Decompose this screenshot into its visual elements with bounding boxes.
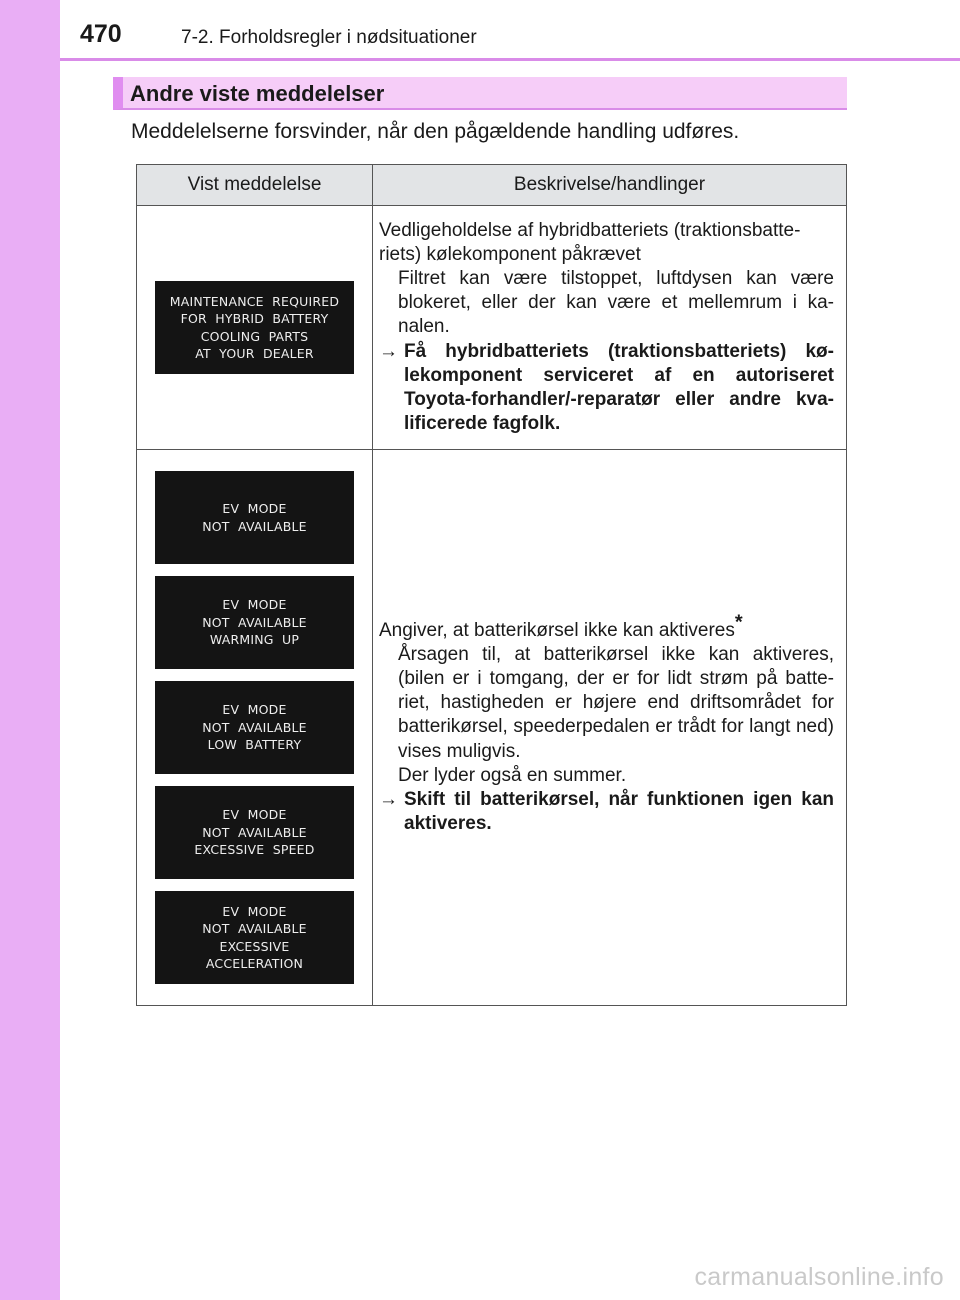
display-line: LOW BATTERY [207,737,302,753]
description-cell [373,206,847,450]
arrow-icon: → [379,340,398,362]
action-text: Få hybridbatteriets (traktionsbatteriets) kø-lekomponent serviceret af en autoriseret Toyota-forhandler/-reparatør eller andre kva-lificerede fagfolk. [404,340,834,435]
messages-table [136,164,847,1006]
chapter-title: 7-2. Forholdsregler i nødsituationer [181,27,477,48]
display-line: EXCESSIVE SPEED [194,842,315,858]
display-screen [155,281,354,374]
display-line: NOT AVAILABLE [202,518,307,534]
column-header-description: Beskrivelse/handlinger [373,165,847,206]
message-cell [137,206,373,450]
display-screen [155,891,354,984]
table-row [137,450,847,1006]
display-line: WARMING UP [209,632,300,648]
description-title: Vedligeholdelse af hybridbatteriets (traktionsbatte-riets) kølekomponent påkrævet [379,219,801,265]
intro-text: Meddelelserne forsvinder, når den pågældende handling udføres. [131,120,740,143]
display-screen [155,681,354,774]
page-number: 470 [80,20,122,48]
display-line: EV MODE [222,807,287,823]
display-line: EV MODE [222,597,287,613]
message-cell [137,450,373,1006]
table-row [137,206,847,450]
display-line: EV MODE [222,501,287,516]
section-heading: Andre viste meddelelser [113,77,847,110]
display-line: NOT AVAILABLE [202,824,307,840]
watermark: carmanualsonline.info [694,1263,944,1291]
description-body: Årsagen til, at batterikørsel ikke kan aktiveres, (bilen er i tomgang, der er for lidt strøm på batte-riet, hastigheden er højere end driftsområdet for batterikørsel, speederpedalen er trådt for langt ned) vises muligvis. [398,643,834,762]
description-body: Filtret kan være tilstoppet, luftdysen kan være blokeret, eller der kan være et mellemrum i ka-nalen. [398,267,834,338]
display-line: FOR HYBRID BATTERY [180,311,329,326]
header-divider [60,58,960,61]
display-screen [155,471,354,564]
display-screen [155,576,354,669]
description-note: Der lyder også en summer. [398,764,627,786]
display-line: COOLING PARTS [200,328,309,344]
display-line: MAINTENANCE REQUIRED [169,293,340,309]
display-line: EV MODE [222,702,287,718]
display-line: AT YOUR DEALER [195,346,314,361]
display-line: EXCESSIVE [219,938,290,954]
display-line: NOT AVAILABLE [202,614,307,630]
action-item [379,340,834,437]
arrow-icon: → [379,789,398,810]
action-item [379,788,834,836]
display-line: NOT AVAILABLE [202,719,307,735]
description-title [379,611,834,643]
description-cell [373,450,847,1006]
column-header-message: Vist meddelelse [137,165,373,206]
display-screen [155,786,354,879]
footnote-asterisk: * [734,611,743,634]
description-title-text: Angiver, at batterikørsel ikke kan aktiveres [379,619,735,641]
display-line: ACCELERATION [205,956,304,971]
action-text: Skift til batterikørsel, når funktionen igen kan aktiveres. [404,789,834,835]
left-color-strip [0,0,60,1300]
table-header-row [137,165,847,206]
display-line: NOT AVAILABLE [202,921,307,936]
display-line: EV MODE [222,903,287,919]
